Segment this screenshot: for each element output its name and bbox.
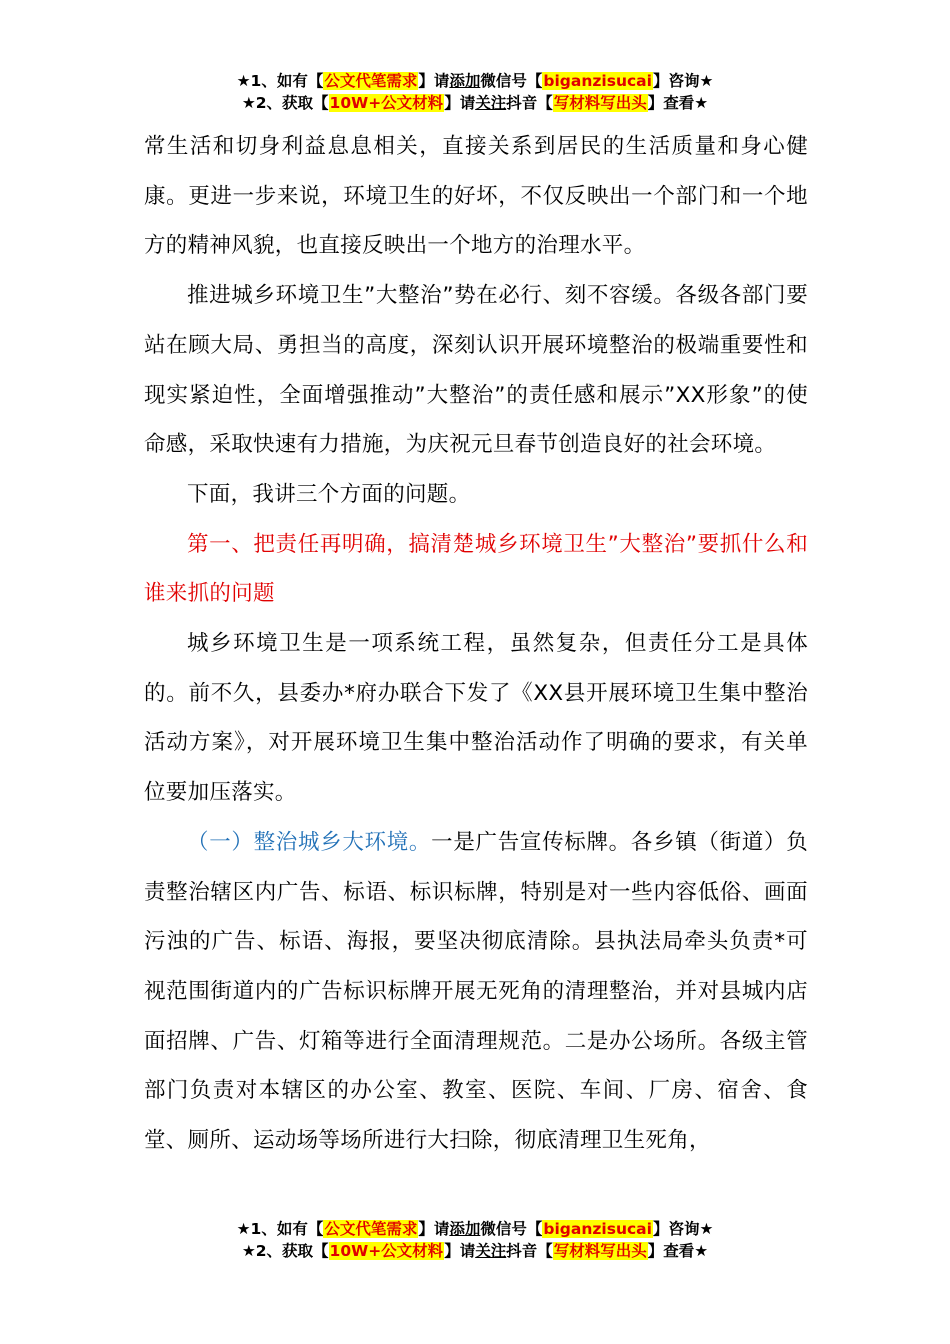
highlight-douyin-id: 写材料写出头 [553, 94, 647, 112]
banner-text: 】请 [418, 1220, 450, 1238]
paragraph-continued: 常生活和切身利益息息相关，直接关系到居民的生活质量和身心健康。更进一步来说，环境卫生的好坏，不仅反映出一个部门和一个地方的精神风貌，也直接反映出一个地方的治理水平。 [144, 134, 808, 259]
banner-line-1 [0, 1218, 950, 1240]
highlight-douyin-id: 写材料写出头 [553, 1242, 647, 1260]
banner-line-1 [0, 70, 950, 92]
highlight-wechat-id: biganzisucai [543, 72, 652, 90]
banner-text: 抖音【 [506, 94, 553, 112]
document-body [144, 122, 808, 1166]
paragraph-rectification: 推进城乡环境卫生”大整治”势在必行、刻不容缓。各级各部门要站在顾大局、勇担当的高度，深刻认识开展环境整治的极端重要性和现实紧迫性，全面增强推动”大整治”的责任感和展示”XX形象”的使命感，采取快速有力措施，为庆祝元旦春节创造良好的社会环境。 [144, 283, 808, 458]
highlight-service: 公文代笔需求 [324, 1220, 418, 1238]
paragraph-text: 一是广告宣传标牌。各乡镇（街道）负责整治辖区内广告、标语、标识标牌，特别是对一些内容低俗、画面污浊的广告、标语、海报，要坚决彻底清除。县执法局牵头负责*可视范围街道内的广告标识标牌开展无死角的清理整治，并对县城内店面招牌、广告、灯箱等进行全面清理规范。二是办公场所。各级主管部门负责对本辖区的办公室、教室、医院、车间、厂房、宿舍、食堂、厕所、运动场等场所进行大扫除，彻底清理卫生死角， [144, 829, 808, 1154]
banner-text: ★2、获取【 [241, 94, 329, 112]
underlined-text: 添加 [449, 72, 481, 90]
highlight-materials: 10W+公文材料 [329, 1242, 444, 1260]
underlined-text: 关注 [475, 94, 507, 112]
banner-text: 】咨询★ [652, 72, 714, 90]
banner-text: 】咨询★ [652, 1220, 714, 1238]
banner-text: ★1、如有【 [236, 72, 324, 90]
banner-line-2 [0, 1240, 950, 1262]
underlined-text: 添加 [449, 1220, 481, 1238]
banner-text: 】请 [444, 1242, 476, 1260]
banner-text: ★1、如有【 [236, 1220, 324, 1238]
banner-text: ★2、获取【 [241, 1242, 329, 1260]
banner-text: 】查看★ [647, 1242, 709, 1260]
paragraph-intro: 下面，我讲三个方面的问题。 [187, 481, 471, 507]
banner-text: 微信号【 [480, 72, 543, 90]
highlight-wechat-id: biganzisucai [543, 1220, 652, 1238]
highlight-materials: 10W+公文材料 [329, 94, 444, 112]
paragraph-environment [144, 818, 808, 1166]
banner-line-2 [0, 92, 950, 114]
paragraph-system-project: 城乡环境卫生是一项系统工程，虽然复杂，但责任分工是具体的。前不久，县委办*府办联合下发了《XX县开展环境卫生集中整治活动方案》，对开展环境卫生集中整治活动作了明确的要求，有关单位要加压落实。 [144, 631, 808, 806]
underlined-text: 关注 [475, 1242, 507, 1260]
banner-text: 微信号【 [480, 1220, 543, 1238]
banner-text: 抖音【 [506, 1242, 553, 1260]
footer-banner [0, 1218, 950, 1262]
highlight-service: 公文代笔需求 [324, 72, 418, 90]
banner-text: 】请 [444, 94, 476, 112]
section-heading-1: 第一、把责任再明确，搞清楚城乡环境卫生”大整治”要抓什么和谁来抓的问题 [144, 531, 808, 607]
subheading-1: （一）整治城乡大环境。 [187, 829, 432, 855]
banner-text: 】查看★ [647, 94, 709, 112]
banner-text: 】请 [418, 72, 450, 90]
header-banner [0, 70, 950, 114]
